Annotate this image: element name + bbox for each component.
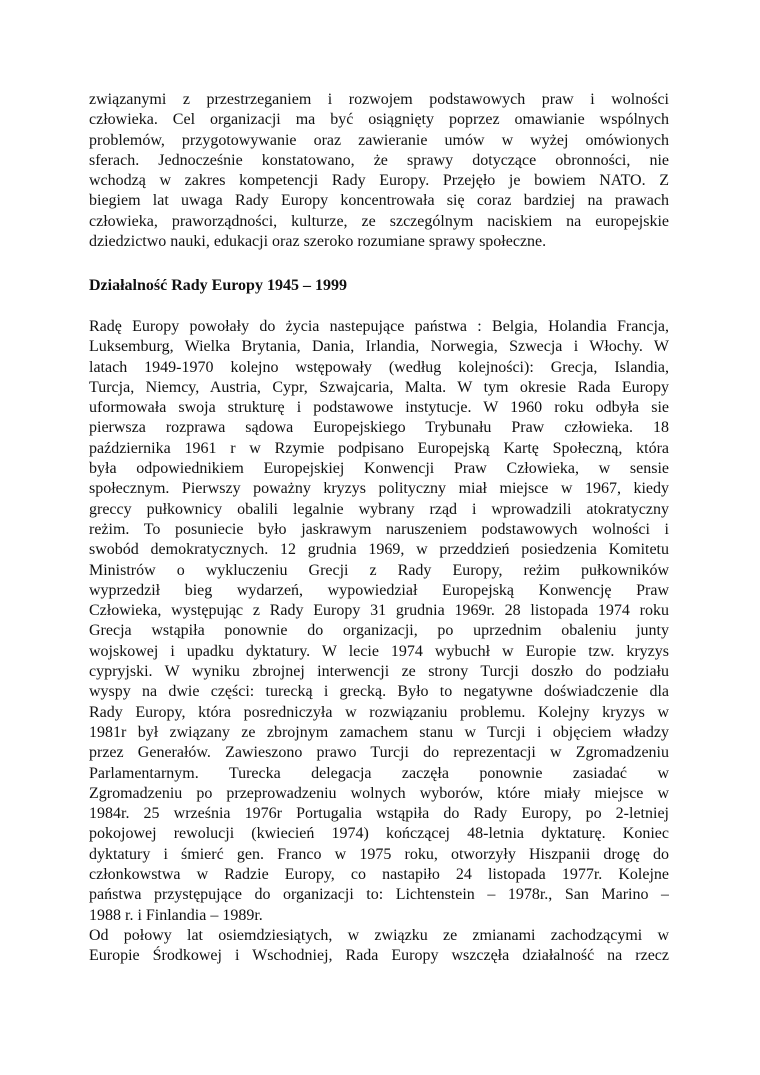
- text-line: pierwsza rozprawa sądowa Europejskiego Trybunału Praw człowieka. 18: [89, 419, 669, 437]
- text-line: wojskowej i upadku dyktatury. W lecie 1974 wybuchł w Europie tzw. kryzys: [89, 642, 669, 660]
- text-line: 1988 r. i Finlandia – 1989r.: [89, 906, 263, 924]
- text-line: państwa przystępujące do organizacji to: Lichtenstein – 1978r., San Marino –: [89, 886, 669, 904]
- text-line: wyprzedził bieg wydarzeń, wypowiedział Europejską Konwencję Praw: [89, 581, 669, 599]
- text-line: Człowieka, występując z Rady Europy 31 grudnia 1969r. 28 listopada 1974 roku: [89, 602, 669, 620]
- text-line: października 1961 r w Rzymie podpisano Europejską Kartę Społeczną, która: [89, 439, 669, 457]
- text-line: swobód demokratycznych. 12 grudnia 1969, w przeddzień posiedzenia Komitetu: [89, 541, 669, 559]
- text-line: uformowała swoja strukturę i podstawowe instytucje. W 1960 roku odbyła sie: [89, 399, 669, 417]
- section-heading: [89, 276, 669, 296]
- text-line: dyktatury i śmierć gen. Franco w 1975 roku, otworzyły Hiszpanii drogę do: [89, 845, 669, 863]
- heading-text: Działalność Rady Europy 1945 – 1999: [89, 277, 347, 294]
- text-line: Turcja, Niemcy, Austria, Cypr, Szwajcaria, Malta. W tym okresie Rada Europy: [89, 378, 669, 396]
- text-line: 1984r. 25 września 1976r Portugalia wstąpiła do Rady Europy, po 2-letniej: [89, 805, 669, 823]
- text-line: związanymi z przestrzeganiem i rozwojem podstawowych praw i wolności: [89, 91, 669, 108]
- text-line: Zgromadzeniu po przeprowadzeniu wolnych wyborów, które miały miejsce w: [89, 784, 669, 802]
- text-line: 1981r był związany ze zbrojnym zamachem stanu w Turcji i objęciem władzy: [89, 723, 669, 741]
- text-line: biegiem lat uwaga Rady Europy koncentrowała się coraz bardziej na prawach: [89, 192, 669, 210]
- text-line: Radę Europy powołały do życia nastepujące państwa : Belgia, Holandia Francja,: [89, 318, 669, 335]
- text-line: latach 1949-1970 kolejno wstępowały (według kolejności): Grecja, Islandia,: [89, 358, 669, 376]
- text-line: wyspy na dwie części: turecką i grecką. Było to negatywne doświadczenie dla: [89, 683, 669, 701]
- text-line: sferach. Jednocześnie konstatowano, że sprawy dotyczące obronności, nie: [89, 151, 669, 169]
- text-line: Parlamentarnym. Turecka delegacja zaczęła ponownie zasiadać w: [89, 764, 669, 782]
- text-line: greccy pułkownicy obalili legalnie wybrany rząd i wprowadzili atokratyczny: [89, 500, 669, 518]
- text-line: Europie Środkowej i Wschodniej, Rada Europy wszczęła działalność na rzecz: [89, 947, 669, 965]
- text-line: cypryjski. W wyniku zbrojnej interwencji ze strony Turcji doszło do podziału: [89, 663, 669, 681]
- text-line: człowieka. Cel organizacji ma być osiągnięty poprzez omawianie wspólnych: [89, 111, 669, 129]
- text-line: Rady Europy, która posredniczyła w rozwiązaniu problemu. Kolejny kryzys w: [89, 703, 669, 721]
- text-line: reżim. To posuniecie było jaskrawym naruszeniem podstawowych wolności i: [89, 520, 669, 538]
- text-line: Luksemburg, Wielka Brytania, Dania, Irlandia, Norwegia, Szwecja i Włochy. W: [89, 338, 669, 356]
- text-line: społecznym. Pierwszy poważny kryzys polityczny miał miejsce w 1967, kiedy: [89, 480, 669, 498]
- paragraph-intro: [89, 90, 669, 252]
- text-line: pokojowej rewolucji (kwiecień 1974) kończącej 48-letnia dyktaturę. Koniec: [89, 825, 669, 843]
- text-line: Od połowy lat osiemdziesiątych, w związku ze zmianami zachodzącymi w: [89, 926, 669, 944]
- text-line: przez Generałów. Zawieszono prawo Turcji do reprezentacji w Zgromadzeniu: [89, 744, 669, 762]
- text-line: Ministrów o wykluczeniu Grecji z Rady Europy, reżim pułkowników: [89, 561, 669, 579]
- text-line: dziedzictwo nauki, edukacji oraz szeroko rozumiane sprawy społeczne.: [89, 233, 547, 251]
- text-line: wchodzą w zakres kompetencji Rady Europy. Przejęło je bowiem NATO. Z: [89, 172, 669, 190]
- paragraph-history: [89, 317, 669, 967]
- text-line: problemów, przygotowywanie oraz zawieranie umów w wyżej omówionych: [89, 131, 669, 149]
- text-line: Grecja wstąpiła ponownie do organizacji, po uprzednim obaleniu junty: [89, 622, 669, 640]
- text-line: była odpowiednikiem Europejskiej Konwencji Praw Człowieka, w sensie: [89, 460, 669, 478]
- text-line: członkowstwa w Radzie Europy, co nastapiło 24 listopada 1977r. Kolejne: [89, 866, 669, 884]
- text-line: człowieka, praworządności, kulturze, ze szczególnym naciskiem na europejskie: [89, 212, 669, 230]
